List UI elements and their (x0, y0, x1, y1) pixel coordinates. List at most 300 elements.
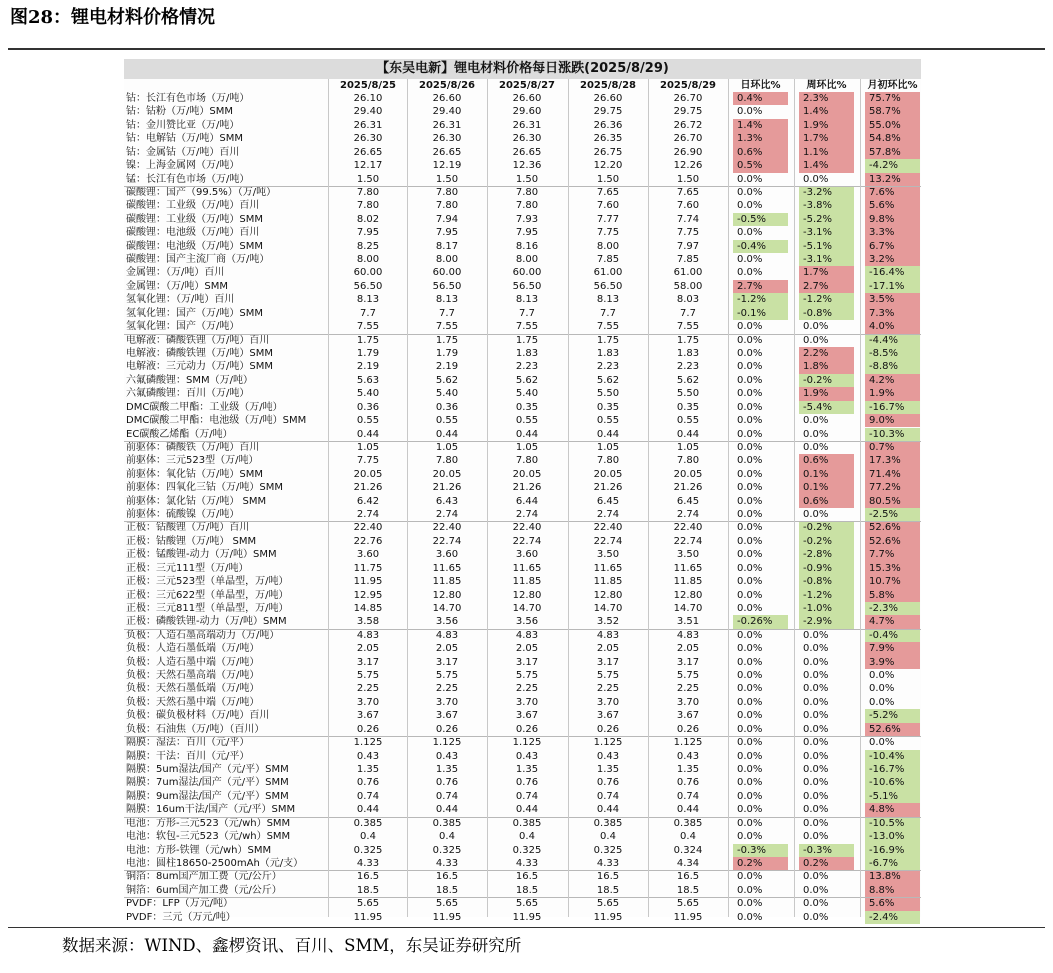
weekly-change-cell: -5.2% (799, 213, 854, 226)
daily-change-cell: 0.0% (737, 576, 763, 588)
weekly-change-cell: 0.0% (803, 737, 829, 749)
price-cell: 16.5 (356, 871, 380, 883)
price-cell: 26.31 (432, 119, 462, 131)
daily-change-cell: 0.0% (737, 831, 763, 843)
price-cell: 12.20 (593, 160, 623, 172)
price-cell: 2.25 (596, 683, 620, 695)
table-row (124, 830, 921, 843)
month-change-cell: 3.2% (865, 253, 920, 266)
weekly-change-cell: 0.0% (803, 804, 829, 816)
column-divider (648, 79, 649, 917)
weekly-change-cell: 0.0% (803, 629, 829, 641)
price-cell: 7.80 (676, 455, 700, 467)
price-cell: 7.7 (600, 307, 616, 319)
table-row (124, 414, 921, 427)
month-change-cell: 15.3% (865, 562, 920, 575)
table-row (124, 669, 921, 682)
price-cell: 1.75 (596, 334, 620, 346)
table-header-row (124, 79, 921, 92)
row-name: 氢氧化锂：（万/吨）百川 (126, 294, 235, 306)
row-name: 碳酸锂：电池级（万/吨）百川 (126, 227, 260, 239)
price-cell: 5.65 (515, 898, 539, 910)
price-cell: 1.05 (356, 441, 380, 453)
price-cell: 12.80 (673, 589, 703, 601)
price-cell: 1.05 (515, 441, 539, 453)
month-change-cell: 3.3% (865, 226, 920, 239)
price-cell: 11.85 (673, 576, 703, 588)
row-name: 铜箔：8um国产加工费（元/公斤） (126, 871, 282, 883)
price-cell: 18.5 (515, 884, 539, 896)
table-row (124, 629, 921, 642)
daily-change-cell: 0.0% (737, 535, 763, 547)
price-cell: 1.50 (515, 173, 539, 185)
price-cell: 0.44 (515, 804, 539, 816)
daily-change-cell: -0.5% (733, 213, 788, 226)
price-cell: 22.40 (673, 522, 703, 534)
price-cell: 16.5 (515, 871, 539, 883)
row-name: 镍：上海金属网（万/吨） (126, 160, 240, 172)
price-cell: 7.60 (596, 200, 620, 212)
weekly-change-cell: 1.4% (799, 105, 854, 118)
price-cell: 7.74 (676, 213, 700, 225)
daily-change-cell: -1.2% (733, 293, 788, 306)
table-row (124, 589, 921, 602)
row-name: 碳酸锂：工业级（万/吨）SMM (126, 213, 263, 225)
price-cell: 5.65 (435, 898, 459, 910)
price-cell: 7.85 (676, 254, 700, 266)
price-cell: 26.70 (673, 133, 703, 145)
price-cell: 4.33 (515, 857, 539, 869)
price-cell: 2.05 (596, 643, 620, 655)
row-name: 锰：长江有色市场（万/吨） (126, 173, 250, 185)
month-change-cell: -5.2% (865, 709, 920, 722)
price-cell: 1.05 (596, 441, 620, 453)
price-cell: 61.00 (593, 267, 623, 279)
row-name: 前驱体：氯化钴（万/吨） SMM (126, 495, 267, 507)
price-cell: 12.36 (512, 160, 542, 172)
price-cell: 0.44 (676, 804, 700, 816)
daily-change-cell: 0.0% (737, 764, 763, 775)
weekly-change-cell: -5.4% (799, 401, 854, 414)
price-cell: 5.50 (596, 388, 620, 400)
price-cell: 21.26 (512, 482, 542, 494)
table-row (124, 495, 921, 508)
price-cell: 16.5 (596, 871, 620, 883)
price-cell: 0.324 (673, 844, 703, 856)
price-cell: 0.74 (356, 790, 380, 802)
month-change-cell: -16.9% (865, 844, 920, 857)
month-change-cell: 9.0% (865, 414, 920, 427)
price-cell: 8.25 (356, 240, 380, 252)
price-cell: 0.35 (596, 401, 620, 413)
price-cell: 4.33 (435, 857, 459, 869)
weekly-change-cell: -1.2% (799, 293, 854, 306)
weekly-change-cell: 0.0% (803, 723, 829, 735)
price-cell: 1.35 (596, 764, 620, 775)
table-row (124, 226, 921, 239)
row-name: 金属锂：（万/吨）百川 (126, 267, 225, 279)
price-cell: 0.74 (515, 790, 539, 802)
month-change-cell: 0.0% (869, 670, 895, 682)
weekly-change-cell: -0.9% (799, 562, 854, 575)
price-cell: 5.62 (435, 374, 459, 386)
price-cell: 22.74 (593, 535, 623, 547)
weekly-change-cell: 0.0% (803, 817, 829, 829)
price-cell: 0.26 (676, 723, 700, 735)
price-cell: 26.60 (432, 93, 462, 104)
daily-change-cell: 0.0% (737, 696, 763, 708)
row-name: 钴：长江有色市场（万/吨） (126, 93, 250, 104)
price-cell: 0.36 (356, 401, 380, 413)
price-cell: 1.75 (435, 334, 459, 346)
price-cell: 5.63 (356, 374, 380, 386)
weekly-change-cell: -0.2% (799, 521, 854, 534)
price-cell: 14.70 (673, 602, 703, 614)
price-cell: 5.65 (676, 898, 700, 910)
price-cell: 3.52 (596, 616, 620, 628)
price-cell: 1.35 (356, 764, 380, 775)
header-date-4: 2025/8/28 (579, 80, 636, 91)
price-cell: 6.42 (356, 495, 380, 507)
column-divider (728, 79, 729, 917)
price-cell: 1.35 (676, 764, 700, 775)
weekly-change-cell: 0.0% (803, 656, 829, 668)
price-cell: 5.50 (676, 388, 700, 400)
price-cell: 11.65 (593, 562, 623, 574)
row-name: PVDF：LFP（万元/吨） (126, 898, 234, 910)
price-cell: 3.56 (515, 616, 539, 628)
weekly-change-cell: 0.0% (803, 670, 829, 682)
price-cell: 1.75 (676, 334, 700, 346)
weekly-change-cell: 0.0% (803, 898, 829, 910)
price-cell: 26.90 (673, 146, 703, 158)
price-cell: 1.50 (676, 173, 700, 185)
row-name: 六氟磷酸锂：百川（万/吨） (126, 388, 250, 400)
price-cell: 26.35 (593, 133, 623, 145)
row-name: 电解液：磷酸铁锂（万/吨）百川 (126, 334, 270, 346)
header-daily-change: 日环比% (740, 80, 781, 91)
daily-change-cell: 0.0% (737, 522, 763, 534)
price-cell: 5.75 (515, 670, 539, 682)
weekly-change-cell: 2.7% (799, 280, 854, 293)
daily-change-cell: 0.0% (737, 401, 763, 413)
price-cell: 3.60 (356, 549, 380, 561)
price-cell: 11.85 (432, 576, 462, 588)
weekly-change-cell: 0.0% (803, 911, 829, 923)
table-row (124, 266, 921, 279)
month-change-cell: -8.8% (865, 360, 920, 373)
daily-change-cell: 0.0% (737, 602, 763, 614)
month-change-cell: -16.7% (865, 401, 920, 414)
row-name: 碳酸锂：电池级（万/吨）SMM (126, 240, 263, 252)
weekly-change-cell: 0.0% (803, 173, 829, 185)
price-cell: 0.76 (596, 777, 620, 789)
month-change-cell: 5.6% (865, 897, 920, 910)
price-cell: 0.325 (593, 844, 623, 856)
price-cell: 7.75 (676, 227, 700, 239)
weekly-change-cell: 0.0% (803, 643, 829, 655)
weekly-change-cell: 1.9% (799, 387, 854, 400)
price-table (124, 59, 921, 923)
price-cell: 2.05 (356, 643, 380, 655)
daily-change-cell: 0.0% (737, 428, 763, 440)
daily-change-cell: 0.0% (737, 629, 763, 641)
month-change-cell: 13.8% (865, 870, 920, 883)
price-cell: 3.58 (356, 616, 380, 628)
price-cell: 3.56 (435, 616, 459, 628)
month-change-cell: 75.7% (865, 92, 920, 105)
table-row (124, 374, 921, 387)
month-change-cell: 7.7% (865, 548, 920, 561)
price-cell: 1.125 (673, 737, 703, 749)
row-name: 隔膜：5um湿法/国产（元/平）SMM (126, 764, 289, 775)
table-row (124, 280, 921, 293)
price-cell: 60.00 (512, 267, 542, 279)
row-name: 前驱体：三元523型（万/吨） (126, 455, 259, 467)
row-name: 正极：锰酸锂-动力（万/吨）SMM (126, 549, 277, 561)
month-change-cell: 5.8% (865, 589, 920, 602)
row-name: 负极：天然石墨高端（万/吨） (126, 670, 260, 682)
table-row (124, 709, 921, 722)
price-cell: 8.13 (435, 294, 459, 306)
price-cell: 1.05 (676, 441, 700, 453)
daily-change-cell: 0.0% (737, 777, 763, 789)
price-cell: 7.80 (356, 186, 380, 198)
table-row (124, 817, 921, 830)
header-date-3: 2025/8/27 (498, 80, 555, 91)
table-row (124, 790, 921, 803)
price-cell: 3.70 (596, 696, 620, 708)
weekly-change-cell: 0.0% (803, 710, 829, 722)
month-change-cell: -6.7% (865, 857, 920, 870)
weekly-change-cell: 0.2% (799, 857, 854, 870)
price-cell: 60.00 (353, 267, 383, 279)
daily-change-cell: 0.0% (737, 683, 763, 695)
price-cell: 0.385 (353, 817, 383, 829)
row-name: 正极：钴酸锂（万/吨） SMM (126, 535, 257, 547)
weekly-change-cell: 0.1% (799, 481, 854, 494)
price-cell: 26.36 (593, 119, 623, 131)
table-row (124, 682, 921, 695)
month-change-cell: 0.0% (869, 737, 895, 749)
row-name: PVDF：三元（万元/吨） (126, 911, 236, 923)
row-name: 电解液：磷酸铁锂（万/吨）SMM (126, 347, 273, 359)
price-cell: 6.44 (515, 495, 539, 507)
daily-change-cell: 0.0% (737, 106, 763, 118)
weekly-change-cell: -0.8% (799, 307, 854, 320)
price-cell: 1.125 (512, 737, 542, 749)
price-cell: 29.40 (353, 106, 383, 118)
daily-change-cell: 0.0% (737, 562, 763, 574)
price-cell: 0.74 (676, 790, 700, 802)
month-change-cell: -8.5% (865, 347, 920, 360)
price-cell: 1.83 (515, 347, 539, 359)
price-cell: 18.5 (435, 884, 459, 896)
weekly-change-cell: 1.9% (799, 119, 854, 132)
price-cell: 7.80 (515, 455, 539, 467)
daily-change-cell: 0.0% (737, 468, 763, 480)
price-cell: 1.79 (356, 347, 380, 359)
price-cell: 20.05 (673, 468, 703, 480)
month-change-cell: 17.3% (865, 454, 920, 467)
price-cell: 11.65 (673, 562, 703, 574)
daily-change-cell: 0.5% (733, 159, 788, 172)
row-name: 钴：金属钴（万/吨）百川 (126, 146, 240, 158)
row-name: 负极：人造石墨高端动力（万/吨） (126, 629, 280, 641)
month-change-cell: -4.4% (865, 334, 920, 347)
table-row (124, 562, 921, 575)
price-cell: 26.65 (432, 146, 462, 158)
price-cell: 7.80 (356, 200, 380, 212)
month-change-cell: -4.2% (865, 159, 920, 172)
daily-change-cell: 0.0% (737, 495, 763, 507)
price-cell: 2.74 (676, 509, 700, 521)
price-cell: 0.74 (435, 790, 459, 802)
price-cell: 3.17 (676, 656, 700, 668)
bottom-rule (8, 927, 1045, 928)
price-cell: 3.17 (356, 656, 380, 668)
weekly-change-cell: 0.0% (803, 428, 829, 440)
price-cell: 0.43 (435, 750, 459, 762)
daily-change-cell: 1.3% (733, 132, 788, 145)
price-cell: 8.17 (435, 240, 459, 252)
price-cell: 7.7 (360, 307, 376, 319)
price-cell: 7.7 (519, 307, 535, 319)
month-change-cell: 3.9% (865, 656, 920, 669)
table-row (124, 911, 921, 924)
price-cell: 14.70 (512, 602, 542, 614)
table-row (124, 736, 921, 749)
month-change-cell: 6.7% (865, 240, 920, 253)
row-name: 负极：天然石墨低端（万/吨） (126, 683, 260, 695)
price-cell: 29.40 (432, 106, 462, 118)
month-change-cell: -13.0% (865, 830, 920, 843)
price-cell: 56.50 (512, 280, 542, 292)
table-row (124, 240, 921, 253)
price-cell: 2.23 (515, 361, 539, 373)
table-row (124, 750, 921, 763)
table-row (124, 173, 921, 186)
daily-change-cell: 0.0% (737, 737, 763, 749)
table-row (124, 723, 921, 736)
table-row (124, 307, 921, 320)
daily-change-cell: 0.0% (737, 817, 763, 829)
price-cell: 11.75 (353, 562, 383, 574)
month-change-cell: 80.5% (865, 495, 920, 508)
column-divider (794, 79, 795, 917)
daily-change-cell: 0.0% (737, 723, 763, 735)
group-divider (124, 334, 921, 335)
row-name: 正极：钴酸锂（万/吨）百川 (126, 522, 250, 534)
column-divider (860, 79, 861, 917)
weekly-change-cell: -3.8% (799, 199, 854, 212)
price-cell: 11.95 (512, 911, 542, 923)
price-cell: 0.55 (676, 415, 700, 427)
price-cell: 0.325 (432, 844, 462, 856)
daily-change-cell: 0.0% (737, 710, 763, 722)
weekly-change-cell: 0.0% (803, 884, 829, 896)
row-name: 金属锂：（万/吨）SMM (126, 280, 228, 292)
price-cell: 0.4 (439, 831, 455, 843)
row-name: 氢氧化锂：国产（万/吨） (126, 321, 240, 333)
price-cell: 56.50 (593, 280, 623, 292)
month-change-cell: 0.0% (869, 683, 895, 695)
price-cell: 22.74 (512, 535, 542, 547)
price-cell: 4.83 (676, 629, 700, 641)
price-cell: 7.95 (435, 227, 459, 239)
row-name: 电池：软包-三元523（元/wh）SMM (126, 831, 291, 843)
row-name: 铜箔：6um国产加工费（元/公斤） (126, 884, 282, 896)
month-change-cell: 52.6% (865, 723, 920, 736)
price-cell: 2.05 (676, 643, 700, 655)
weekly-change-cell: -3.2% (799, 186, 854, 199)
table-row (124, 575, 921, 588)
daily-change-cell: 0.0% (737, 790, 763, 802)
daily-change-cell: 0.0% (737, 415, 763, 427)
price-cell: 0.325 (512, 844, 542, 856)
daily-change-cell: 0.6% (733, 146, 788, 159)
daily-change-cell: 0.0% (737, 656, 763, 668)
weekly-change-cell: 1.1% (799, 146, 854, 159)
table-row (124, 763, 921, 776)
month-change-cell: 9.8% (865, 213, 920, 226)
price-cell: 0.44 (596, 428, 620, 440)
row-name: 隔膜：7um湿法/国产（元/平）SMM (126, 777, 289, 789)
price-cell: 11.95 (353, 576, 383, 588)
month-change-cell: 4.7% (865, 615, 920, 628)
row-name: 正极：三元622型（单晶型，万/吨） (126, 589, 289, 601)
price-cell: 0.385 (673, 817, 703, 829)
daily-change-cell: 0.0% (737, 804, 763, 816)
price-cell: 11.85 (593, 576, 623, 588)
weekly-change-cell: 0.0% (803, 790, 829, 802)
price-cell: 7.55 (435, 321, 459, 333)
group-divider (124, 521, 921, 522)
price-cell: 0.74 (596, 790, 620, 802)
table-row (124, 468, 921, 481)
row-name: 负极：人造石墨中端（万/吨） (126, 656, 260, 668)
weekly-change-cell: 0.1% (799, 468, 854, 481)
price-cell: 7.65 (676, 186, 700, 198)
price-cell: 18.5 (356, 884, 380, 896)
month-change-cell: 57.8% (865, 146, 920, 159)
price-cell: 11.85 (512, 576, 542, 588)
price-cell: 20.05 (432, 468, 462, 480)
month-change-cell: 55.0% (865, 119, 920, 132)
price-cell: 12.80 (512, 589, 542, 601)
month-change-cell: 71.4% (865, 468, 920, 481)
price-cell: 22.40 (593, 522, 623, 534)
daily-change-cell: -0.3% (733, 844, 788, 857)
row-name: 正极：三元523型（单晶型，万/吨） (126, 576, 289, 588)
row-name: 钴：金川赞比亚（万/吨） (126, 119, 240, 131)
month-change-cell: -17.1% (865, 280, 920, 293)
daily-change-cell: 0.0% (737, 871, 763, 883)
table-title: 【东吴电新】锂电材料价格每日涨跌(2025/8/29) (124, 59, 921, 79)
price-cell: 60.00 (432, 267, 462, 279)
table-row (124, 441, 921, 454)
daily-change-cell: 0.0% (737, 750, 763, 762)
price-cell: 5.40 (515, 388, 539, 400)
price-cell: 0.44 (356, 428, 380, 440)
price-cell: 21.26 (432, 482, 462, 494)
weekly-change-cell: 1.8% (799, 360, 854, 373)
price-cell: 11.65 (512, 562, 542, 574)
table-row (124, 401, 921, 414)
daily-change-cell: 0.0% (737, 911, 763, 923)
month-change-cell: -10.3% (865, 428, 920, 441)
price-cell: 7.7 (439, 307, 455, 319)
